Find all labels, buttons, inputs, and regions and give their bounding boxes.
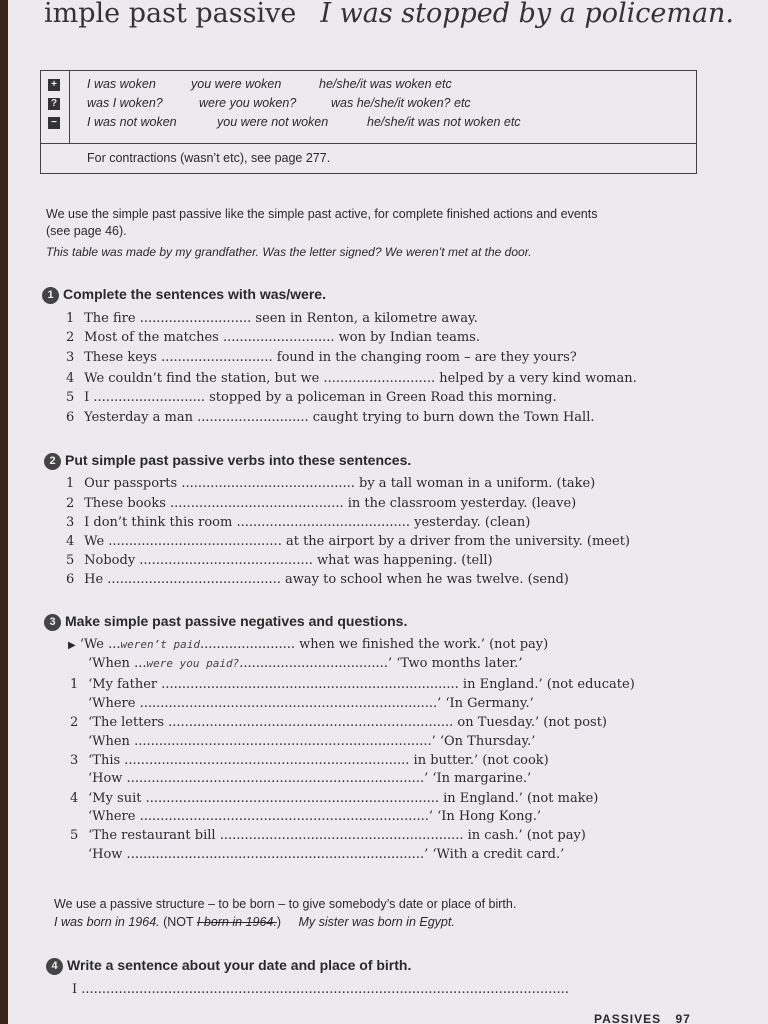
list-item: 2 Most of the matches ........................... won by Indian teams. <box>66 330 480 345</box>
exercise-number-icon: 2 <box>44 453 61 470</box>
list-item: 3 ‘This ..................................................................... in butter.’ (not cook) <box>70 753 549 768</box>
list-item: 3 These keys ........................... found in the changing room – are they yours? <box>66 350 577 365</box>
list-item: 2 These books .......................................... in the classroom yesterday. (leave) <box>66 496 577 511</box>
table-cell: were you woken? <box>199 96 297 110</box>
example-line: ‘When ...were you paid?....................................’ ‘Two months later.’ <box>88 656 523 671</box>
plus-icon: + <box>48 79 60 91</box>
table-row <box>199 96 296 110</box>
page-number: 97 <box>675 1012 691 1024</box>
list-item: ‘How ........................................................................’ ‘With a credit card.’ <box>88 847 565 862</box>
list-item: 1 The fire ........................... seen in Renton, a kilometre away. <box>66 311 478 326</box>
born-note-examples: I was born in 1964. (NOT I born in 1964.) My sister was born in Egypt. <box>54 915 455 929</box>
exercise-number-icon: 1 <box>42 287 59 304</box>
table-cell: he/she/it was woken etc <box>319 77 452 91</box>
table-cell: I was not woken <box>87 115 177 129</box>
list-item: 6 Yesterday a man ........................... caught trying to burn down the Town Hall. <box>66 410 595 425</box>
intro-line-2: (see page 46). <box>46 224 127 238</box>
list-item: 6 He .......................................... away to school when he was twelve. (send) <box>66 572 569 587</box>
list-item: 1 Our passports .......................................... by a tall woman in a uniform. (take) <box>66 476 596 491</box>
exercise-number-icon: 4 <box>46 958 63 975</box>
list-item: ‘Where ......................................................................’ ‘In Hong Kong.’ <box>88 809 542 824</box>
table-row <box>87 77 156 91</box>
list-item: 5 I ........................... stopped by a policeman in Green Road this morning. <box>66 390 557 405</box>
list-item: ‘How ........................................................................’ ‘In margarine.’ <box>88 771 532 786</box>
conjugation-table <box>40 70 697 174</box>
example-arrow-icon: ▶ <box>68 640 76 651</box>
exercise-title: Write a sentence about your date and place of birth. <box>67 957 412 973</box>
contractions-note: For contractions (wasn’t etc), see page 277. <box>87 151 331 165</box>
intro-line-1: We use the simple past passive like the simple past active, for complete finished actions and events <box>46 207 598 221</box>
table-cell: you were not woken <box>217 115 329 129</box>
table-cell: I was woken <box>87 77 156 91</box>
list-item: ‘Where ........................................................................’ ‘In Germany.’ <box>88 696 534 711</box>
exercise-title: Make simple past passive negatives and questions. <box>65 613 408 629</box>
page-footer <box>594 1012 691 1024</box>
list-item: ‘When ........................................................................’ ‘On Thursday.’ <box>88 734 536 749</box>
minus-icon: − <box>48 117 60 129</box>
exercise-title: Complete the sentences with was/were. <box>63 286 326 302</box>
question-icon: ? <box>48 98 60 110</box>
table-row <box>87 96 163 110</box>
table-cell: you were woken <box>191 77 282 91</box>
table-row <box>191 77 281 91</box>
exercise-title: Put simple past passive verbs into these sentences. <box>65 452 412 468</box>
list-item: 1 ‘My father ........................................................................ in England.’ (not educate) <box>70 677 635 692</box>
title-example: I was stopped by a policeman. <box>320 0 735 29</box>
wrong-example: I born in 1964. <box>196 915 277 929</box>
list-item: 5 Nobody .......................................... what was happening. (tell) <box>66 553 493 568</box>
workbook-page <box>8 0 768 1024</box>
exercise-3-heading <box>44 613 407 631</box>
table-row <box>367 115 521 129</box>
handwritten-answer: weren’t paid <box>120 638 200 651</box>
table-row <box>331 96 471 110</box>
example-line: ▶ ‘We ...weren’t paid....................... when we finished the work.’ (not pay) <box>68 637 549 652</box>
page-title <box>44 0 734 29</box>
table-cell: was I woken? <box>87 96 163 110</box>
table-cell: was he/she/it woken? etc <box>331 96 471 110</box>
born-note-line: We use a passive structure – to be born – to give somebody’s date or place of birth. <box>54 897 517 911</box>
list-item: 4 We couldn’t find the station, but we ........................... helped by a very kind woman. <box>66 371 637 386</box>
exercise-1-heading <box>42 286 326 304</box>
list-item: 4 We .......................................... at the airport by a driver from the university. (meet) <box>66 534 630 549</box>
intro-examples: This table was made by my grandfather. Was the letter signed? We weren’t met at the door. <box>46 245 532 259</box>
list-item: 5 ‘The restaurant bill ........................................................... in cash.’ (not pay) <box>70 828 586 843</box>
answer-line: I ...................................................................................................................... <box>72 982 569 997</box>
table-cell: he/she/it was not woken etc <box>367 115 521 129</box>
section-label: PASSIVES <box>594 1012 662 1024</box>
table-row <box>87 115 177 129</box>
exercise-number-icon: 3 <box>44 614 61 631</box>
table-row <box>319 77 452 91</box>
list-item: 3 I don’t think this room .......................................... yesterday. (clean) <box>66 515 531 530</box>
exercise-2-heading <box>44 452 411 470</box>
list-item: 4 ‘My suit ....................................................................... in England.’ (not make) <box>70 791 599 806</box>
handwritten-answer: were you paid? <box>146 657 240 670</box>
title-main: imple past passive <box>44 0 297 29</box>
exercise-4-heading <box>46 957 411 975</box>
list-item: 2 ‘The letters ..................................................................... on Tuesday.’ (not post) <box>70 715 607 730</box>
symbol-column <box>41 71 70 143</box>
table-row <box>217 115 328 129</box>
table-divider <box>41 143 696 144</box>
